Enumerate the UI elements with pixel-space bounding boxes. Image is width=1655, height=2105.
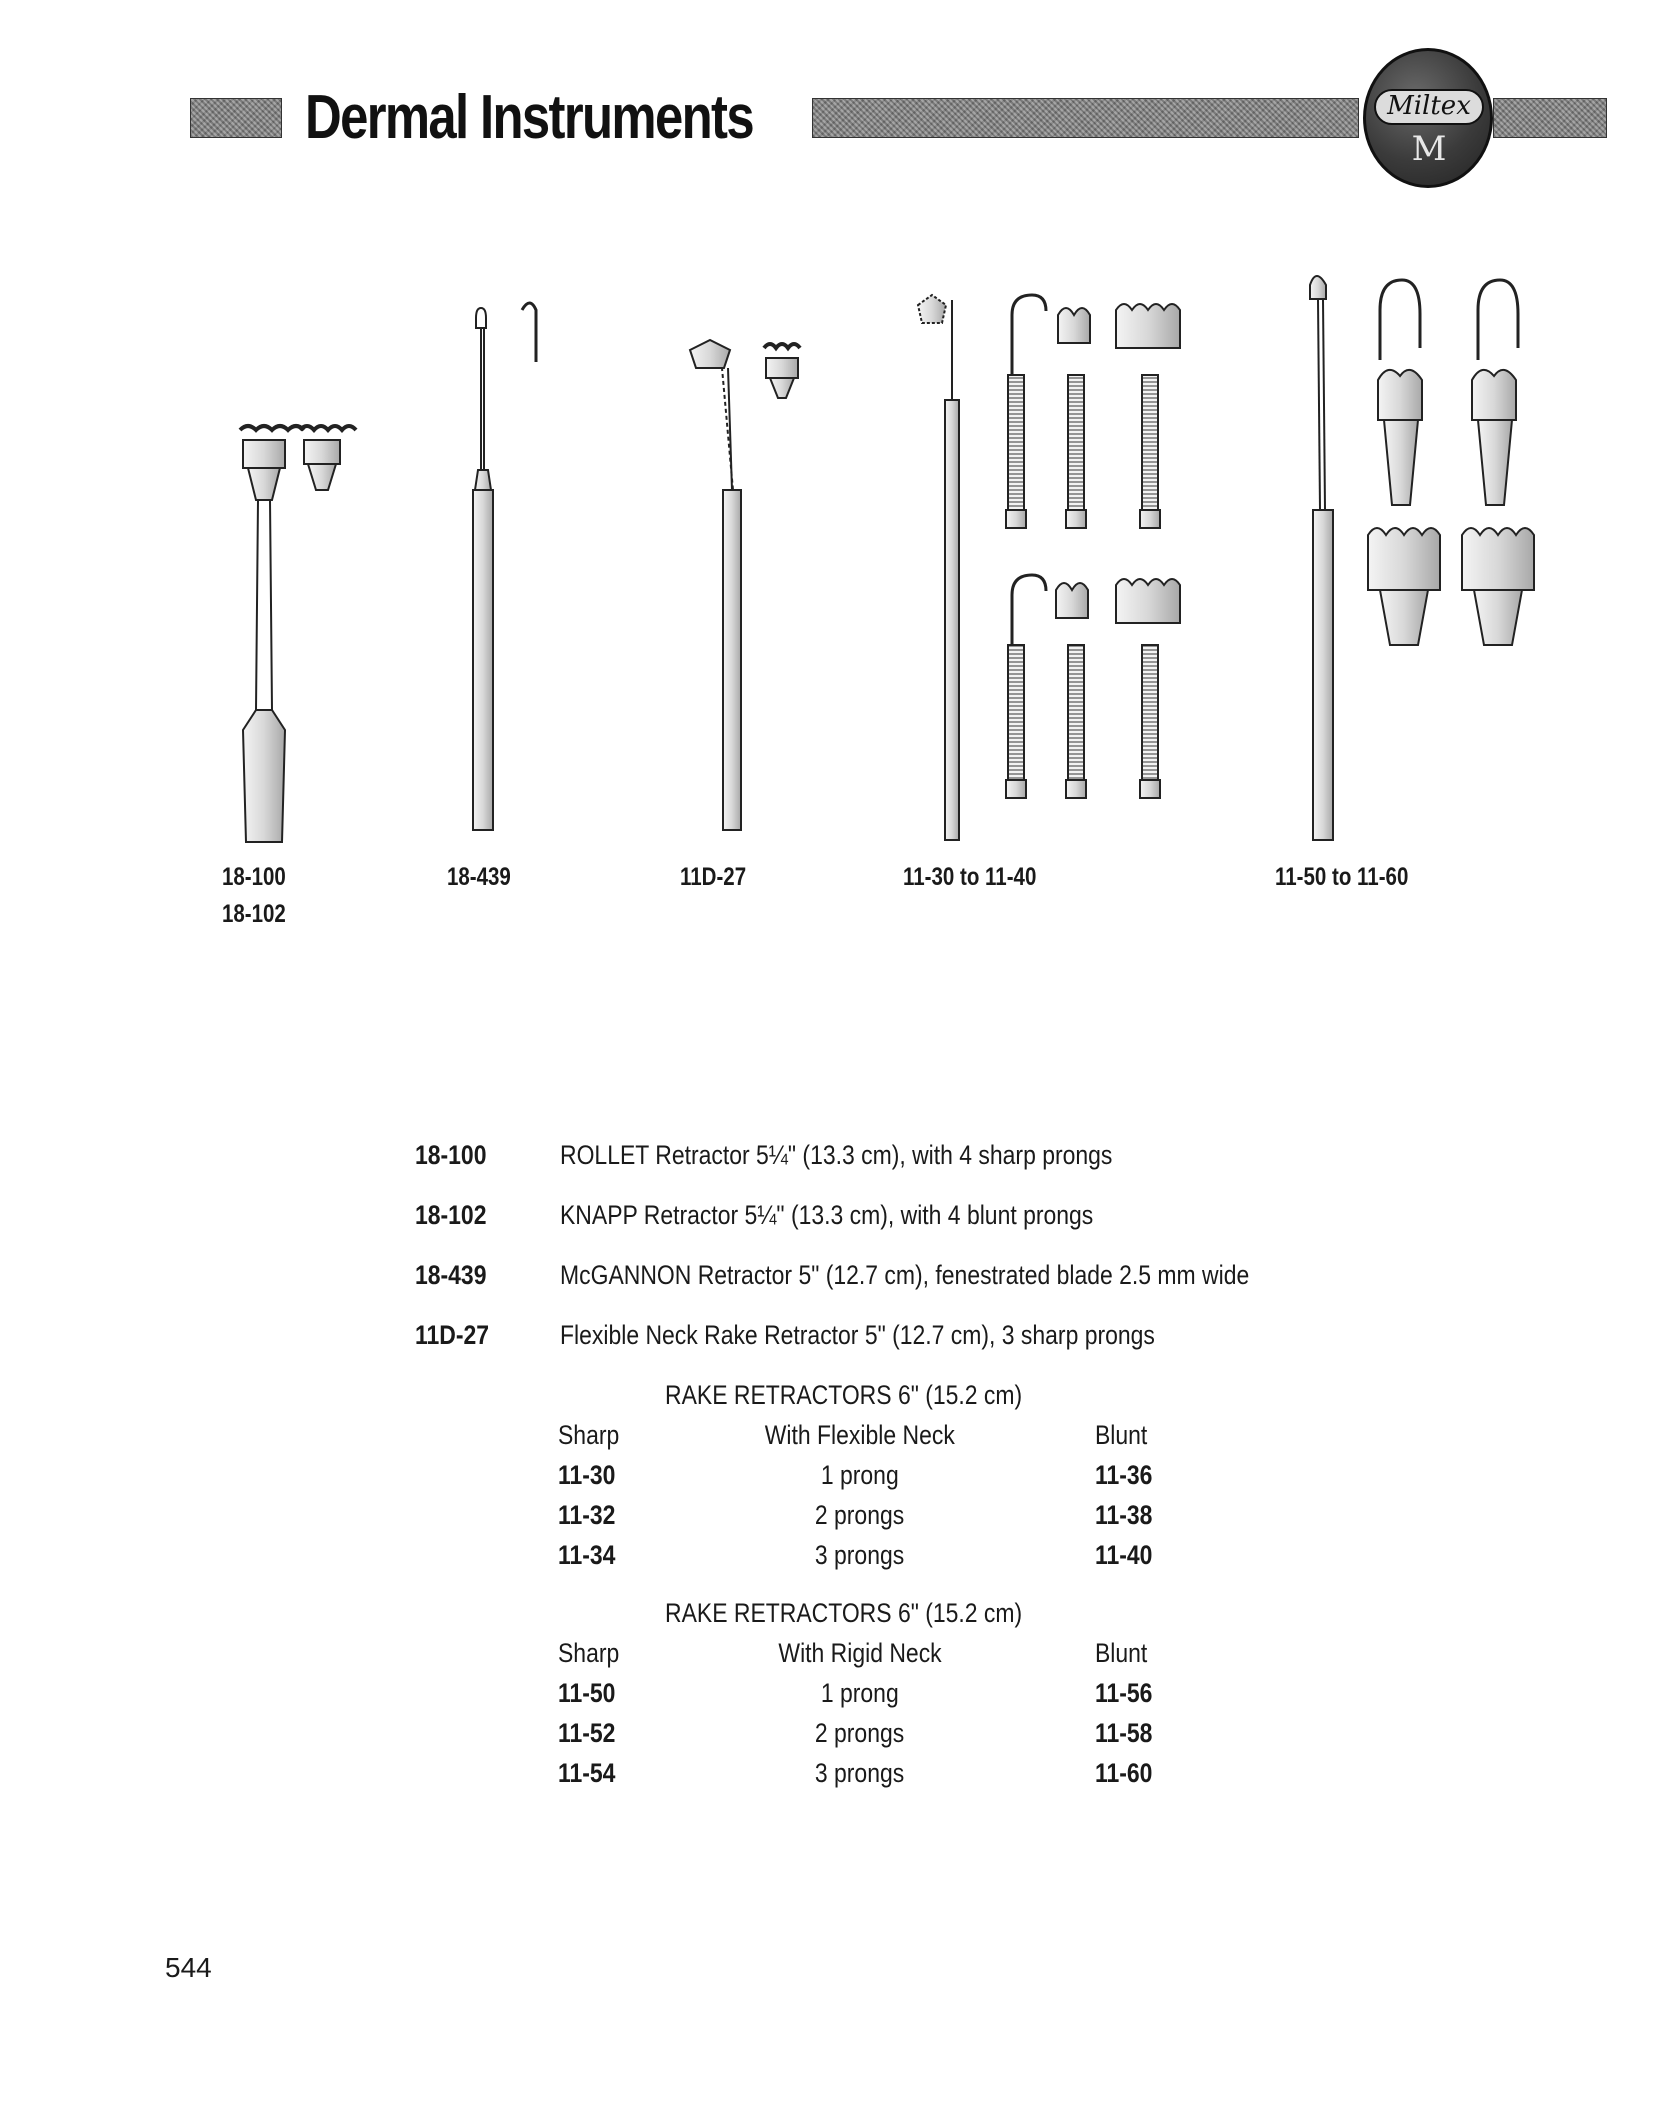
description-code: 11D-27 <box>415 1320 490 1350</box>
figure-label-11-50-to-11-60: 11-50 to 11-60 <box>1275 863 1409 891</box>
table-cell-blunt: 11-38 <box>1095 1500 1153 1530</box>
figure-label-18-102: 18-102 <box>222 900 286 928</box>
description-text: McGANNON Retractor 5" (12.7 cm), fenestrated blade 2.5 mm wide <box>560 1260 1250 1290</box>
table-cell-blunt: 11-40 <box>1095 1540 1153 1570</box>
page-title: Dermal Instruments <box>305 83 753 152</box>
description-text: Flexible Neck Rake Retractor 5" (12.7 cm), 3 sharp prongs <box>560 1320 1155 1350</box>
table-header-blunt: Blunt <box>1095 1420 1148 1450</box>
table-header-blunt: Blunt <box>1095 1638 1148 1668</box>
table-cell-prongs: 2 prongs <box>815 1500 905 1530</box>
description-code: 18-439 <box>415 1260 487 1290</box>
table-cell-sharp: 11-32 <box>558 1500 616 1530</box>
table-cell-sharp: 11-52 <box>558 1718 616 1748</box>
retractor-18-100-drawing <box>240 426 356 842</box>
retractors-11-50-to-11-60-drawing <box>1310 276 1534 840</box>
table-cell-blunt: 11-56 <box>1095 1678 1153 1708</box>
table-cell-sharp: 11-54 <box>558 1758 616 1788</box>
table-cell-sharp: 11-30 <box>558 1460 616 1490</box>
table-cell-prongs: 1 prong <box>821 1678 899 1708</box>
instrument-illustrations <box>0 0 1655 880</box>
table-cell-prongs: 1 prong <box>821 1460 899 1490</box>
table-header-sharp: Sharp <box>558 1638 620 1668</box>
table-header-neck: With Rigid Neck <box>778 1638 942 1668</box>
description-text: ROLLET Retractor 5¼" (13.3 cm), with 4 sharp prongs <box>560 1140 1113 1170</box>
table-header-neck: With Flexible Neck <box>764 1420 956 1450</box>
retractor-11d-27-drawing <box>690 340 800 830</box>
figure-label-11d-27: 11D-27 <box>680 863 747 891</box>
figure-label-18-100: 18-100 <box>222 863 286 891</box>
table-header-sharp: Sharp <box>558 1420 620 1450</box>
logo-script: Miltex <box>1374 89 1484 125</box>
description-text: KNAPP Retractor 5¼" (13.3 cm), with 4 blunt prongs <box>560 1200 1094 1230</box>
figure-label-11-30-to-11-40: 11-30 to 11-40 <box>903 863 1037 891</box>
table-cell-sharp: 11-50 <box>558 1678 616 1708</box>
table-cell-prongs: 2 prongs <box>815 1718 905 1748</box>
retractors-11-30-to-11-40-drawing <box>918 295 1180 840</box>
page-number: 544 <box>165 1952 212 1983</box>
table-cell-prongs: 3 prongs <box>815 1540 905 1570</box>
description-code: 18-102 <box>415 1200 487 1230</box>
logo-letter: M <box>1411 129 1447 169</box>
table-cell-sharp: 11-34 <box>558 1540 616 1570</box>
description-code: 18-100 <box>415 1140 487 1170</box>
table-cell-blunt: 11-58 <box>1095 1718 1153 1748</box>
table-title-flexible: RAKE RETRACTORS 6" (15.2 cm) <box>665 1380 1023 1410</box>
figure-label-18-439: 18-439 <box>447 863 511 891</box>
table-cell-blunt: 11-36 <box>1095 1460 1153 1490</box>
retractor-18-439-drawing <box>473 303 536 830</box>
table-cell-prongs: 3 prongs <box>815 1758 905 1788</box>
table-cell-blunt: 11-60 <box>1095 1758 1153 1788</box>
table-title-rigid: RAKE RETRACTORS 6" (15.2 cm) <box>665 1598 1023 1628</box>
